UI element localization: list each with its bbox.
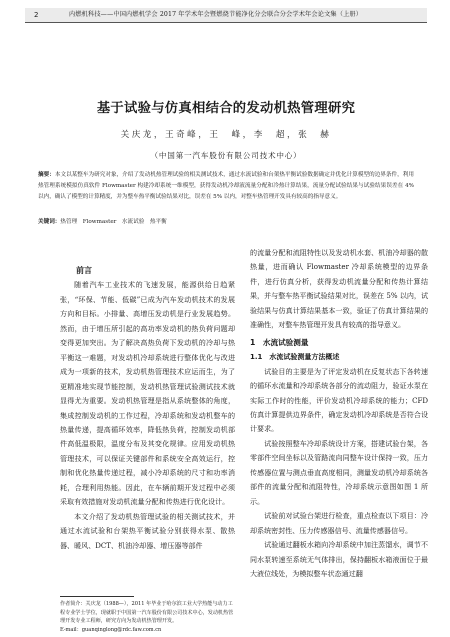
section-heading-1: 1 水流试验测量 bbox=[250, 337, 309, 347]
abstract-label: 摘要： bbox=[38, 172, 55, 178]
body-paragraph: 随着汽车工业技术的飞速发展，能源供给日趋紧张，“环保、节能、低碳”已成为汽车发动机技术的发展方向和目标。小排量、高增压发动机是行业发展趋势。然而，由于增压所引起的高功率发动机的热负荷问题却变得更加突出。为了解决高热负荷下发动机的冷却与热平衡这一难题，对发动机冷却系统进行整体优化与改进成为一项新的技术，发动机热管理技术应运而生，为了更精准地实现节能控制，发动机热管理试验测试技术就显得尤为重要。发动机热管理是指从系统整体的角度，集成控制发动机的工作过程，冷却系统和发动机整车的热量传递，提高循环效率，降低热负荷，控制发动机部件高低温极限，温度分布及其变化规律。应用发动机热管理技术，可以保证关键部件和系统安全高效运行，控制和优化热量传递过程，减小冷却系统的尺寸和功率消耗，合理利用热能。因此，在车辆前期开发过程中必须采取有效措施对发动机流量分配和传热进行优化设计。 bbox=[60, 280, 235, 507]
body-paragraph: 试验目的主要是为了评定发动机在反复状态下各转速的循环水流量和冷却系统各部分的流动阻力，验证水泵在实际工作时的性能，评价发动机冷却系统的能力；CFD 仿真计算提供边界条件，确定发动机冷却系统是否符合设计要求。 bbox=[250, 366, 428, 434]
author-bio: 作者简介：关庆龙（1988—），2011 年毕业于哈尔滨工业大学热能与动力工程专业学士学位，现就职于中国第一汽车股份有限公司技术中心，发动机热管理开发专业工程师，研究方向为发动机热管理开发。 bbox=[60, 601, 234, 625]
body-paragraph: 的流量分配和流阻特性以及发动机水套、机油冷却器的散热量，进而确认 Flowmaster 冷却系统模型的边界条件，进行仿真分析，获得发动机流量分配和传热计算结果，并与整车热平衡试验结果对比，误差在 5% 以内，试验结果与仿真计算结果基本一致，验证了仿真计算结果的准确性，对整车热管理开发具有较高的指导意义。 bbox=[250, 248, 428, 330]
page-number: 2 bbox=[34, 11, 39, 19]
right-column bbox=[250, 246, 428, 581]
left-column bbox=[60, 264, 235, 553]
affiliation: （中国第一汽车股份有限公司技术中心） bbox=[150, 151, 302, 160]
section-heading-preface: 前言 bbox=[76, 266, 92, 275]
subsection-heading-1-1: 1.1 水流试验测量方法概述 bbox=[250, 353, 340, 362]
author-email: E-mail：guanqinglong@rdc.faw.com.cn bbox=[60, 626, 162, 633]
body-paragraph: 试验通过翻板水箱向冷却系统中加注蒸馏水，调节不同水泵转速至系统无气体排出，保持翻板水箱液面位于最大液位线处，为模拟整车状态通过翻 bbox=[250, 540, 428, 578]
keywords bbox=[38, 217, 414, 227]
body-paragraph: 试验按照整车冷却系统设计方案，搭建试验台架，各零部件空间坐标以及管路流向同整车设计保持一致，压力传感器位置与测点垂直高度相同，测量发动机冷却系统各部件的流量分配和流阻特性，冷却系统示意图如图 1 所示。 bbox=[250, 438, 428, 506]
body-paragraph: 本文介绍了发动机热管理试验的相关测试技术，并通过水流试验和台架热平衡试验分别获得水泵、散热器、暖风、DCT、机油冷却器、增压器等部件 bbox=[60, 511, 235, 550]
author-list: 关庆龙，王奇峰，王 峰，李 超，张 赫 bbox=[120, 130, 332, 140]
abstract-text: 本文以某整车为研究对象，介绍了发动机热管理试验的相关测试技术，通过水流试验和台架热平衡试验数据确定并优化计算模型的边界条件，利用热管理系统模拟仿真软件 Flowmaster 构建冷却系统一维模型，获得发动机冷却液流量分配和冷热计算结果，流量分配试验结果与试验结果误差在 4% 以内，确认了模型的计算精度，并为整车热平衡试验结果对比，误差在 5% 以内，对整车热管理开发具有较高的指导意义。 bbox=[38, 172, 414, 201]
footnote-rule bbox=[60, 596, 134, 597]
journal-title: 内燃机科技——中国内燃机学会 2017 年学术年会暨燃烧节能净化分会联合分会学术年会论文集（上册） bbox=[69, 11, 363, 18]
keywords-label: 关键词： bbox=[38, 219, 61, 225]
abstract bbox=[38, 170, 414, 204]
paper-title: 基于试验与仿真相结合的发动机热管理研究 bbox=[96, 101, 356, 116]
running-header bbox=[25, 8, 427, 23]
body-paragraph: 试验前对试验台架进行检查，重点检查以下项目：冷却系统密封性、压力传感器信号、流量传感器信号。 bbox=[250, 511, 428, 535]
keywords-text: 热管理 Flowmaster 水流试验 热平衡 bbox=[60, 219, 167, 225]
footnote bbox=[60, 600, 236, 634]
